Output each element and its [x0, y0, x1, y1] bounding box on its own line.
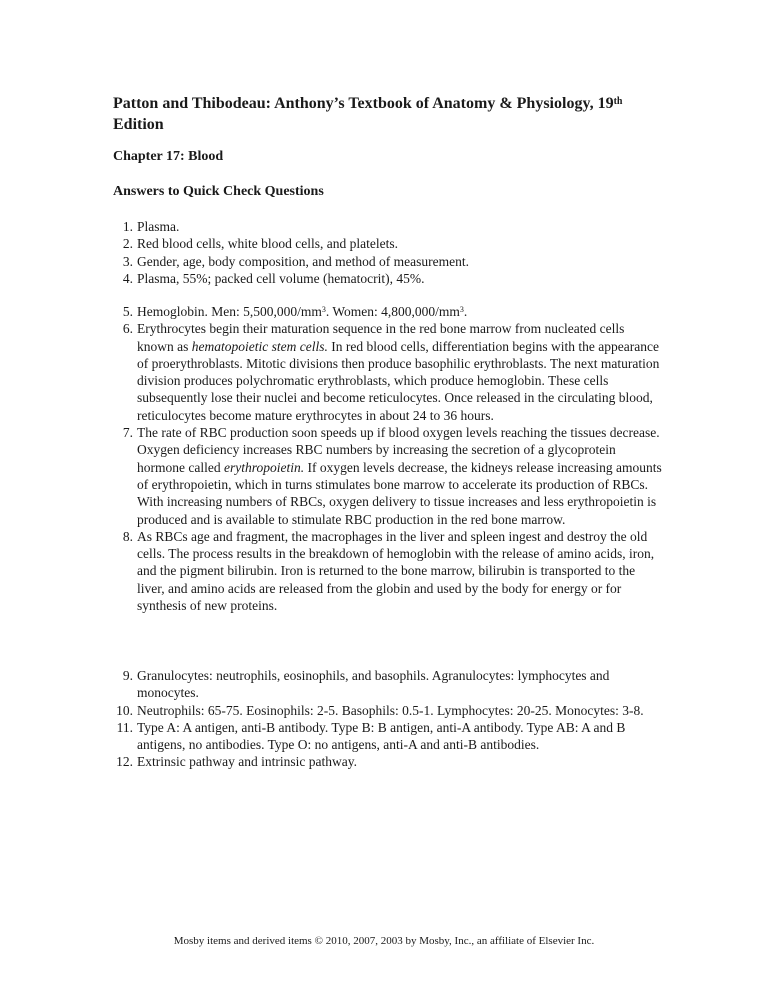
answer-item [104, 528, 664, 614]
answer-item [104, 753, 664, 770]
answer-text-part: . [463, 304, 468, 319]
superscript: 3 [459, 305, 464, 314]
answer-text-part: In red blood cells, differentiation begins with the appearance of proerythroblasts. Mitotic divisions then produce basophilic erythroblasts. The next maturation division produces polychromatic erythroblasts, which produce hemoglobin. These cells subsequently lose their nuclei and become reticulocytes. Once released in the circulating blood, reticulocytes become mature erythrocytes in about 24 to 36 hours. [137, 338, 660, 423]
answer-list-group-2 [104, 303, 664, 614]
answer-item [104, 424, 664, 528]
answer-text: Neutrophils: 65-75. Eosinophils: 2-5. Basophils: 0.5-1. Lymphocytes: 20-25. Monocytes: 3-8. [137, 702, 644, 718]
answer-text: Plasma, 55%; packed cell volume (hematocrit), 45%. [137, 270, 425, 286]
answer-item [104, 719, 664, 754]
answer-item [104, 303, 664, 320]
answer-number: 8. [122, 528, 133, 544]
answer-text-part: . Women: 4,800,000/mm [325, 304, 460, 319]
answer-text-part: Hemoglobin. Men: 5,500,000/mm [137, 304, 322, 319]
answer-text: Red blood cells, white blood cells, and platelets. [137, 236, 398, 252]
answer-text [137, 321, 659, 422]
answer-number: 11. [116, 719, 133, 735]
answer-list-group-1 [104, 218, 664, 287]
answer-item [104, 218, 664, 235]
italic-term: hematopoietic stem cells. [191, 338, 328, 354]
answer-text [137, 304, 467, 319]
answer-text-part: If oxygen levels decrease, the kidneys release increasing amounts of erythropoietin, which in turns stimulates bone marrow to accelerate its production of RBCs. With increasing numbers of RBCs, oxygen delivery to tissue increases and less erythropoietin is produced and is available to stimulate RBC production in the red bone marrow. [137, 459, 662, 527]
answer-text-part: The rate of RBC production soon speeds up if blood oxygen levels reaching the tissues decrease. Oxygen deficiency increases RBC numbers by increasing the secretion of a glycoprotein hormone called [137, 425, 660, 475]
answer-text: Type A: A antigen, anti-B antibody. Type B: B antigen, anti-A antibody. Type AB: A and B antigens, no antibodies. Type O: no antigens, anti-A and anti-B antibodies. [137, 719, 626, 753]
answer-item [104, 667, 664, 702]
answer-text: Extrinsic pathway and intrinsic pathway. [137, 754, 357, 770]
answer-text [137, 425, 662, 526]
answer-text: Plasma. [137, 219, 180, 234]
answer-text-part: Erythrocytes begin their maturation sequence in the red bone marrow from nucleated cells known as [137, 321, 625, 354]
answer-number: 12. [116, 754, 133, 770]
document-title [113, 93, 673, 135]
answer-number: 5. [122, 304, 133, 319]
answer-number: 7. [122, 425, 133, 441]
answer-item [104, 235, 664, 252]
section-heading: Answers to Quick Check Questions [113, 184, 324, 199]
superscript: 3 [321, 305, 326, 314]
answer-number: 1. [122, 219, 133, 234]
answer-number: 6. [122, 321, 133, 337]
title-edition: Edition [113, 116, 164, 133]
answer-item [104, 320, 664, 424]
answer-number: 10. [116, 702, 133, 718]
answer-number: 9. [122, 668, 133, 683]
answer-list-group-3 [104, 667, 664, 771]
copyright-footer: Mosby items and derived items © 2010, 2007, 2003 by Mosby, Inc., an affiliate of Elsevier Inc. [173, 935, 595, 947]
answer-text: As RBCs age and fragment, the macrophages in the liver and spleen ingest and destroy the old cells. The process results in the breakdown of hemoglobin with the release of amino acids, iron, and the pigment bilirubin. Iron is returned to the bone marrow, bilirubin is transported to the liver, and amino acids are released from the globin and used by the body for energy or for synthesis of new proteins. [137, 528, 655, 614]
answer-number: 3. [122, 253, 133, 269]
answer-text: Granulocytes: neutrophils, eosinophils, and basophils. Agranulocytes: lymphocytes and monocytes. [137, 668, 610, 701]
answer-number: 2. [122, 236, 133, 252]
chapter-heading: Chapter 17: Blood [113, 149, 224, 164]
answer-item [104, 270, 664, 287]
answer-item [104, 702, 664, 719]
answer-number: 4. [122, 270, 133, 286]
title-text: Patton and Thibodeau: Anthony’s Textbook of Anatomy & Physiology, 19 [113, 95, 614, 112]
title-superscript: th [613, 96, 623, 107]
answer-text: Gender, age, body composition, and method of measurement. [137, 253, 469, 269]
answer-item [104, 253, 664, 270]
italic-term: erythropoietin. [223, 459, 305, 475]
